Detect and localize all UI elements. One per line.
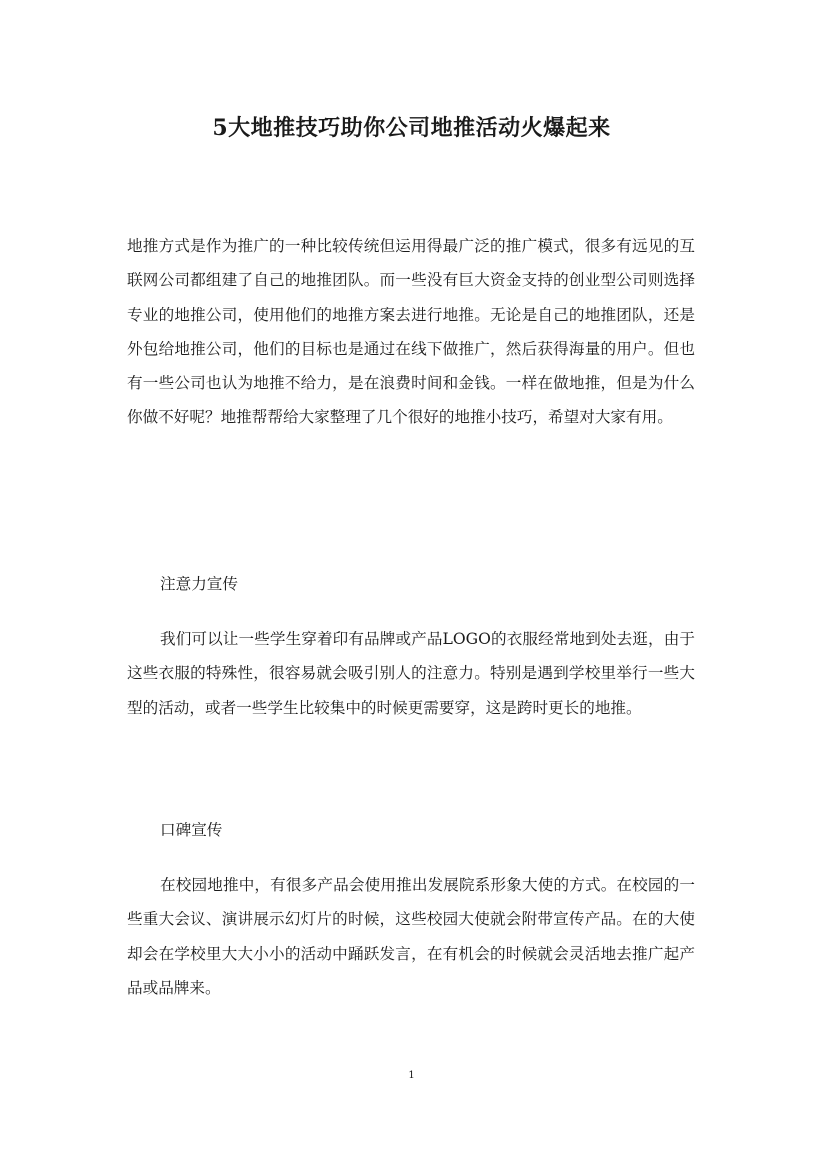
section-paragraph-attention: 我们可以让一些学生穿着印有品牌或产品LOGO的衣服经常地到处去逛，由于这些衣服的特殊性，很容易就会吸引别人的注意力。特别是遇到学校里举行一些大型的活动，或者一些学生比较集中的时候更需要穿，这是跨时更长的地推。 — [127, 630, 695, 717]
section-heading-word-of-mouth: 口碑宣传 — [160, 821, 223, 839]
section-paragraph-word-of-mouth: 在校园地推中，有很多产品会使用推出发展院系形象大使的方式。在校园的一些重大会议、演讲展示幻灯片的时候，这些校园大使就会附带宣传产品。在的大使却会在学校里大大小小的活动中踊跃发言，在有机会的时候就会灵活地去推广起产品或品牌来。 — [127, 876, 695, 997]
page-number: 1 — [408, 1070, 415, 1081]
intro-paragraph: 地推方式是作为推广的一种比较传统但运用得最广泛的推广模式，很多有远见的互联网公司都组建了自己的地推团队。而一些没有巨大资金支持的创业型公司则选择专业的地推公司，使用他们的地推方案去进行地推。无论是自己的地推团队，还是外包给地推公司，他们的目标也是通过在线下做推广，然后获得海量的用户。但也有一些公司也认为地推不给力，是在浪费时间和金钱。一样在做地推，但是为什么你做不好呢？地推帮帮给大家整理了几个很好的地推小技巧，希望对大家有用。 — [127, 237, 695, 427]
document-title: 5大地推技巧助你公司地推活动火爆起来 — [212, 115, 611, 141]
section-heading-attention: 注意力宣传 — [160, 575, 238, 593]
